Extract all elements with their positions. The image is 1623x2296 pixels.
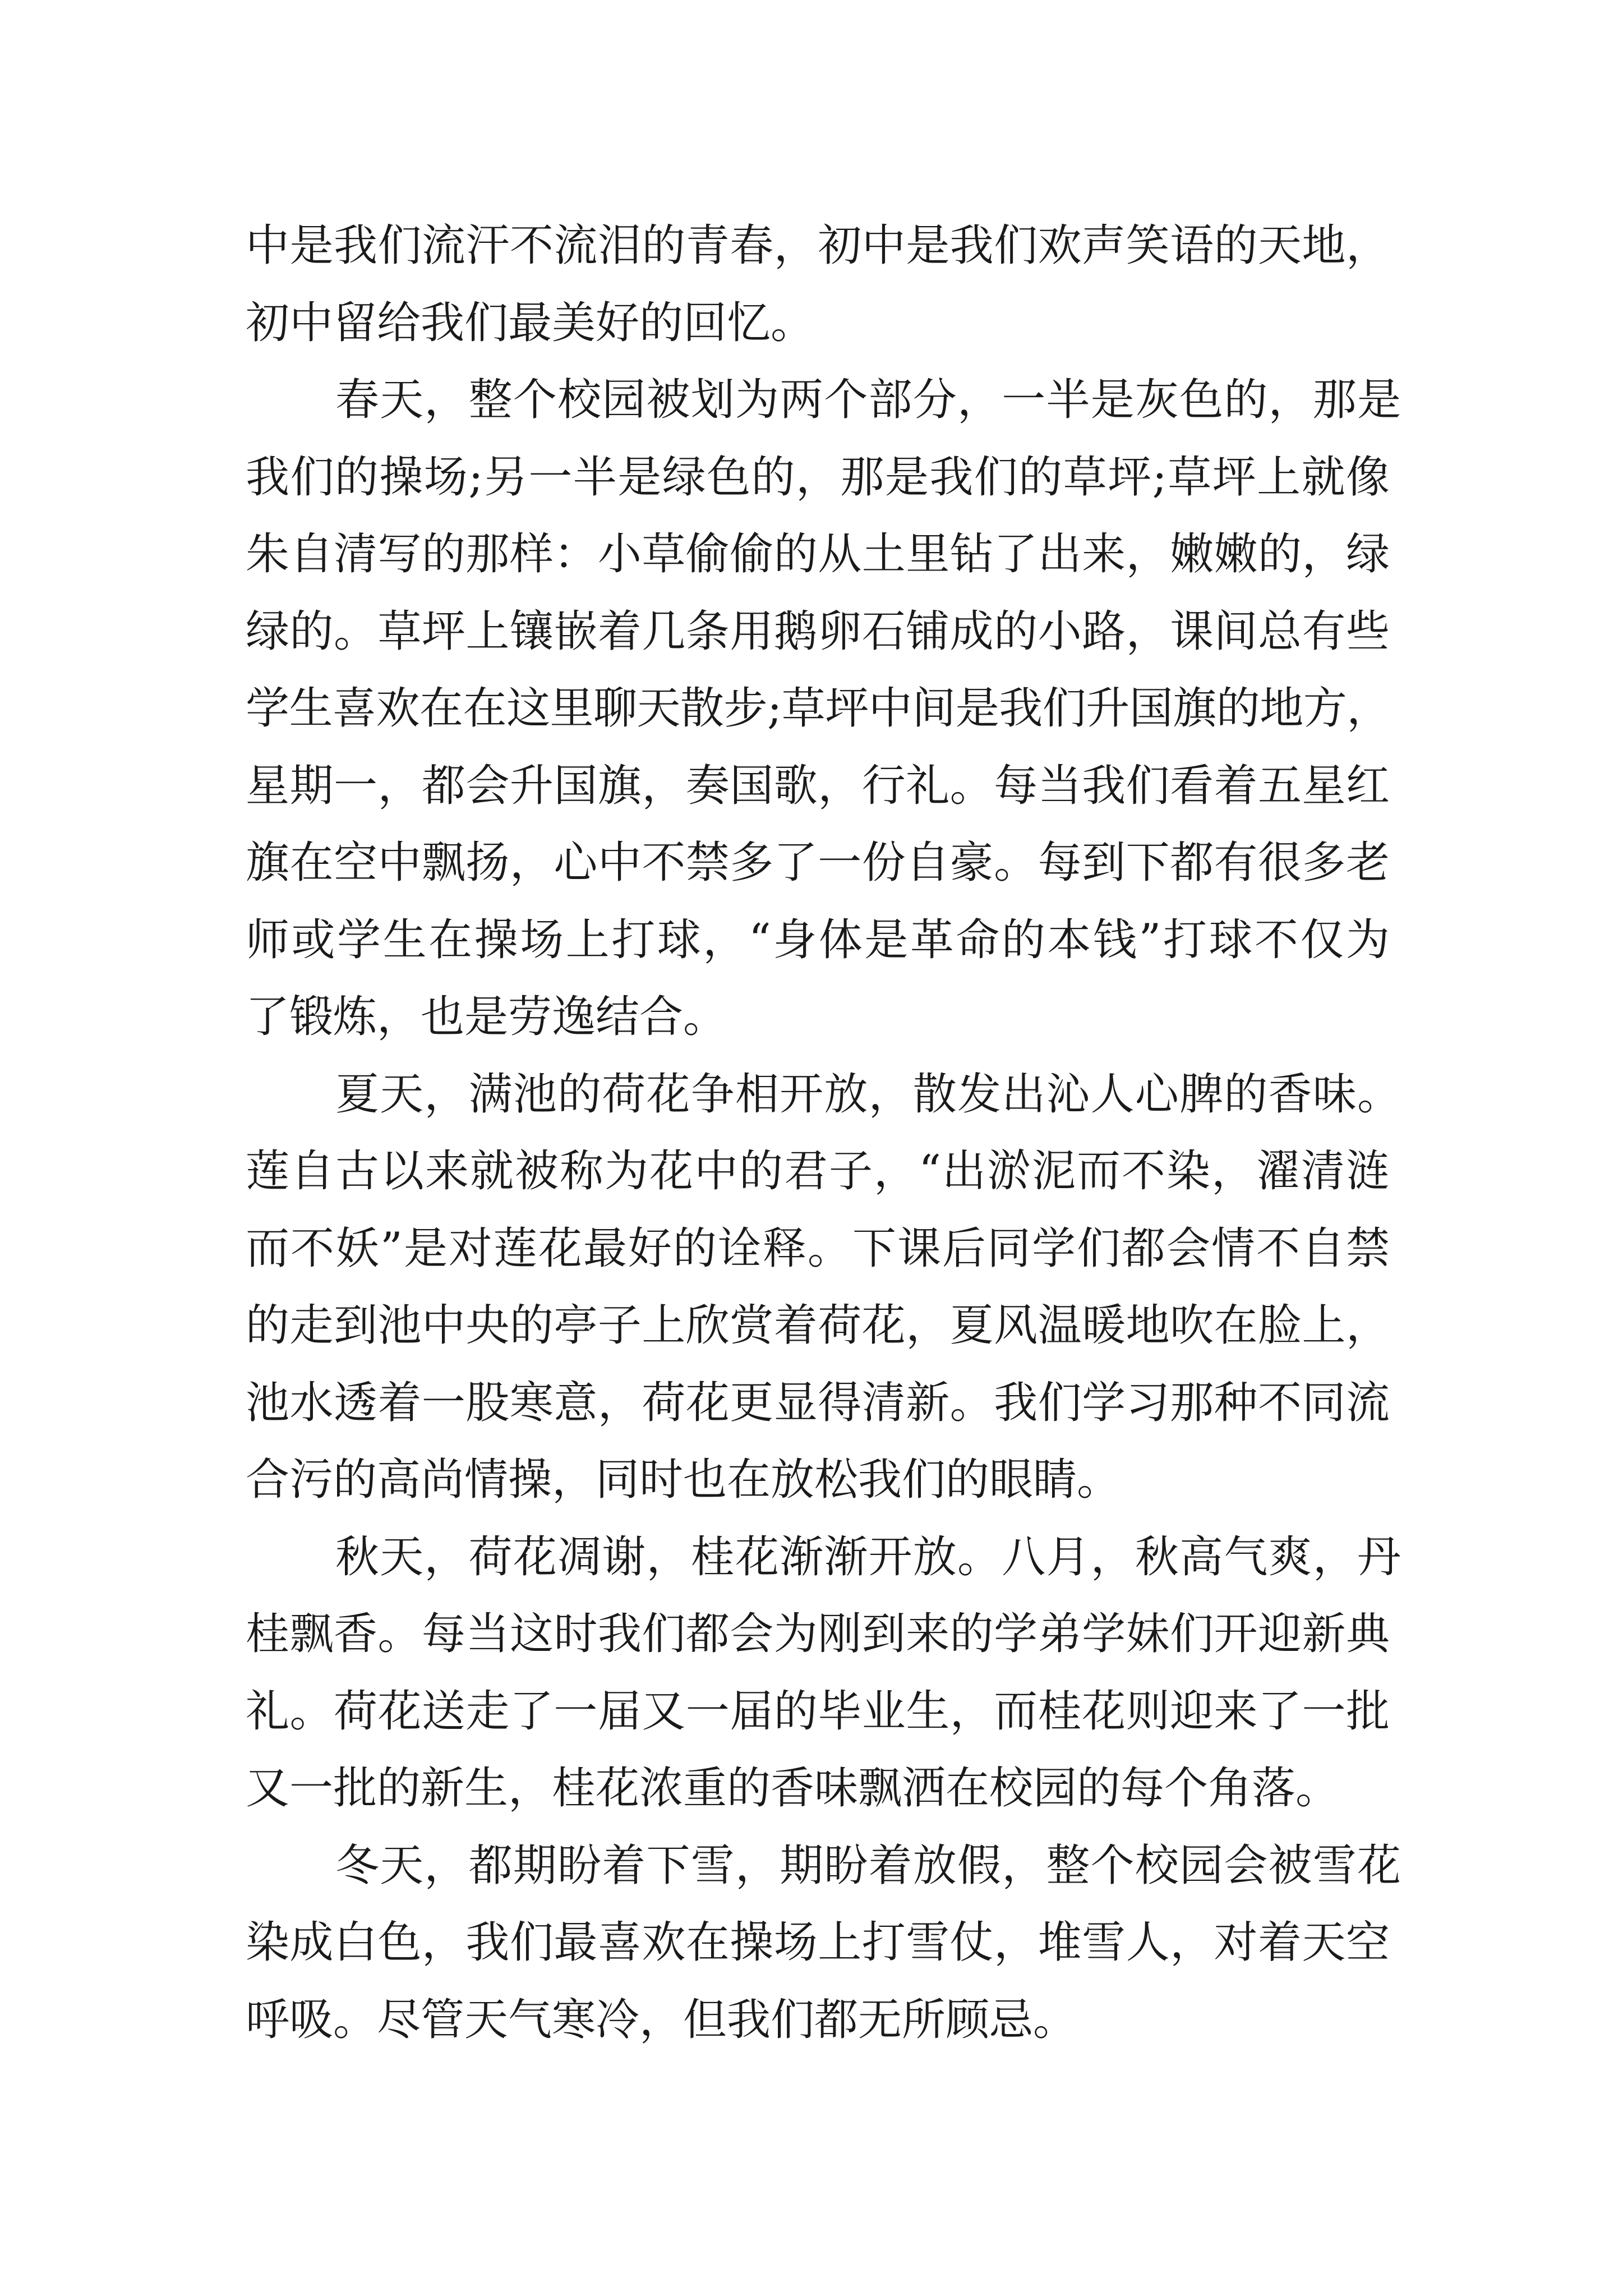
text-line: 桂飘香。每当这时我们都会为刚到来的学弟学妹们开迎新典: [246, 1609, 1390, 1659]
text-line: 冬天，都期盼着下雪，期盼着放假，整个校园会被雪花: [335, 1840, 1390, 1891]
text-line: 绿的。草坪上镶嵌着几条用鹅卵石铺成的小路，课间总有些: [246, 606, 1390, 657]
text-line: 旗在空中飘扬，心中不禁多了一份自豪。每到下都有很多老: [246, 838, 1390, 888]
text-line: 秋天，荷花凋谢，桂花渐渐开放。八月，秋高气爽，丹: [335, 1531, 1390, 1582]
text-line: 我们的操场;另一半是绿色的，那是我们的草坪;草坪上就像: [246, 452, 1390, 503]
text-line: 学生喜欢在在这里聊天散步;草坪中间是我们升国旗的地方，: [246, 683, 1390, 734]
text-line: 师或学生在操场上打球，“身体是革命的本钱”打球不仅为: [246, 914, 1390, 965]
text-line: 中是我们流汗不流泪的青春，初中是我们欢声笑语的天地，: [246, 220, 1390, 271]
text-line: 礼。荷花送走了一届又一届的毕业生，而桂花则迎来了一批: [246, 1686, 1390, 1737]
paragraph-summer: [246, 1056, 1390, 1519]
text-line: 夏天，满池的荷花争相开放，散发出沁人心脾的香味。: [335, 1069, 1390, 1120]
text-line: 的走到池中央的亭子上欣赏着荷花，夏风温暖地吹在脸上，: [246, 1300, 1390, 1351]
text-line: 又一批的新生，桂花浓重的香味飘洒在校园的每个角落。: [246, 1763, 1340, 1814]
paragraph-spring: [246, 362, 1390, 1056]
paragraph-intro: [246, 208, 1390, 362]
text-line: 初中留给我们最美好的回忆。: [246, 297, 815, 348]
text-line: 莲自古以来就被称为花中的君子，“出淤泥而不染，濯清涟: [246, 1146, 1390, 1197]
text-line: 星期一，都会升国旗，奏国歌，行礼。每当我们看着五星红: [246, 760, 1390, 811]
text-line: 呼吸。尽管天气寒冷，但我们都无所顾忌。: [246, 1994, 1077, 2045]
text-line: 朱自清写的那样：小草偷偷的从土里钻了出来，嫩嫩的，绿: [246, 529, 1390, 579]
text-line: 春天，整个校园被划为两个部分，一半是灰色的，那是: [335, 375, 1390, 425]
text-line: 池水透着一股寒意，荷花更显得清新。我们学习那种不同流: [246, 1377, 1390, 1428]
paragraph-autumn: [246, 1519, 1390, 1828]
text-line: 而不妖”是对莲花最好的诠释。下课后同学们都会情不自禁: [246, 1223, 1390, 1274]
text-line: 合污的高尚情操，同时也在放松我们的眼睛。: [246, 1455, 1121, 1505]
text-line: 了锻炼，也是劳逸结合。: [246, 992, 727, 1042]
text-line: 染成白色，我们最喜欢在操场上打雪仗，堆雪人，对着天空: [246, 1917, 1390, 1968]
document-body: [246, 208, 1390, 2059]
paragraph-winter: [246, 1828, 1390, 2059]
